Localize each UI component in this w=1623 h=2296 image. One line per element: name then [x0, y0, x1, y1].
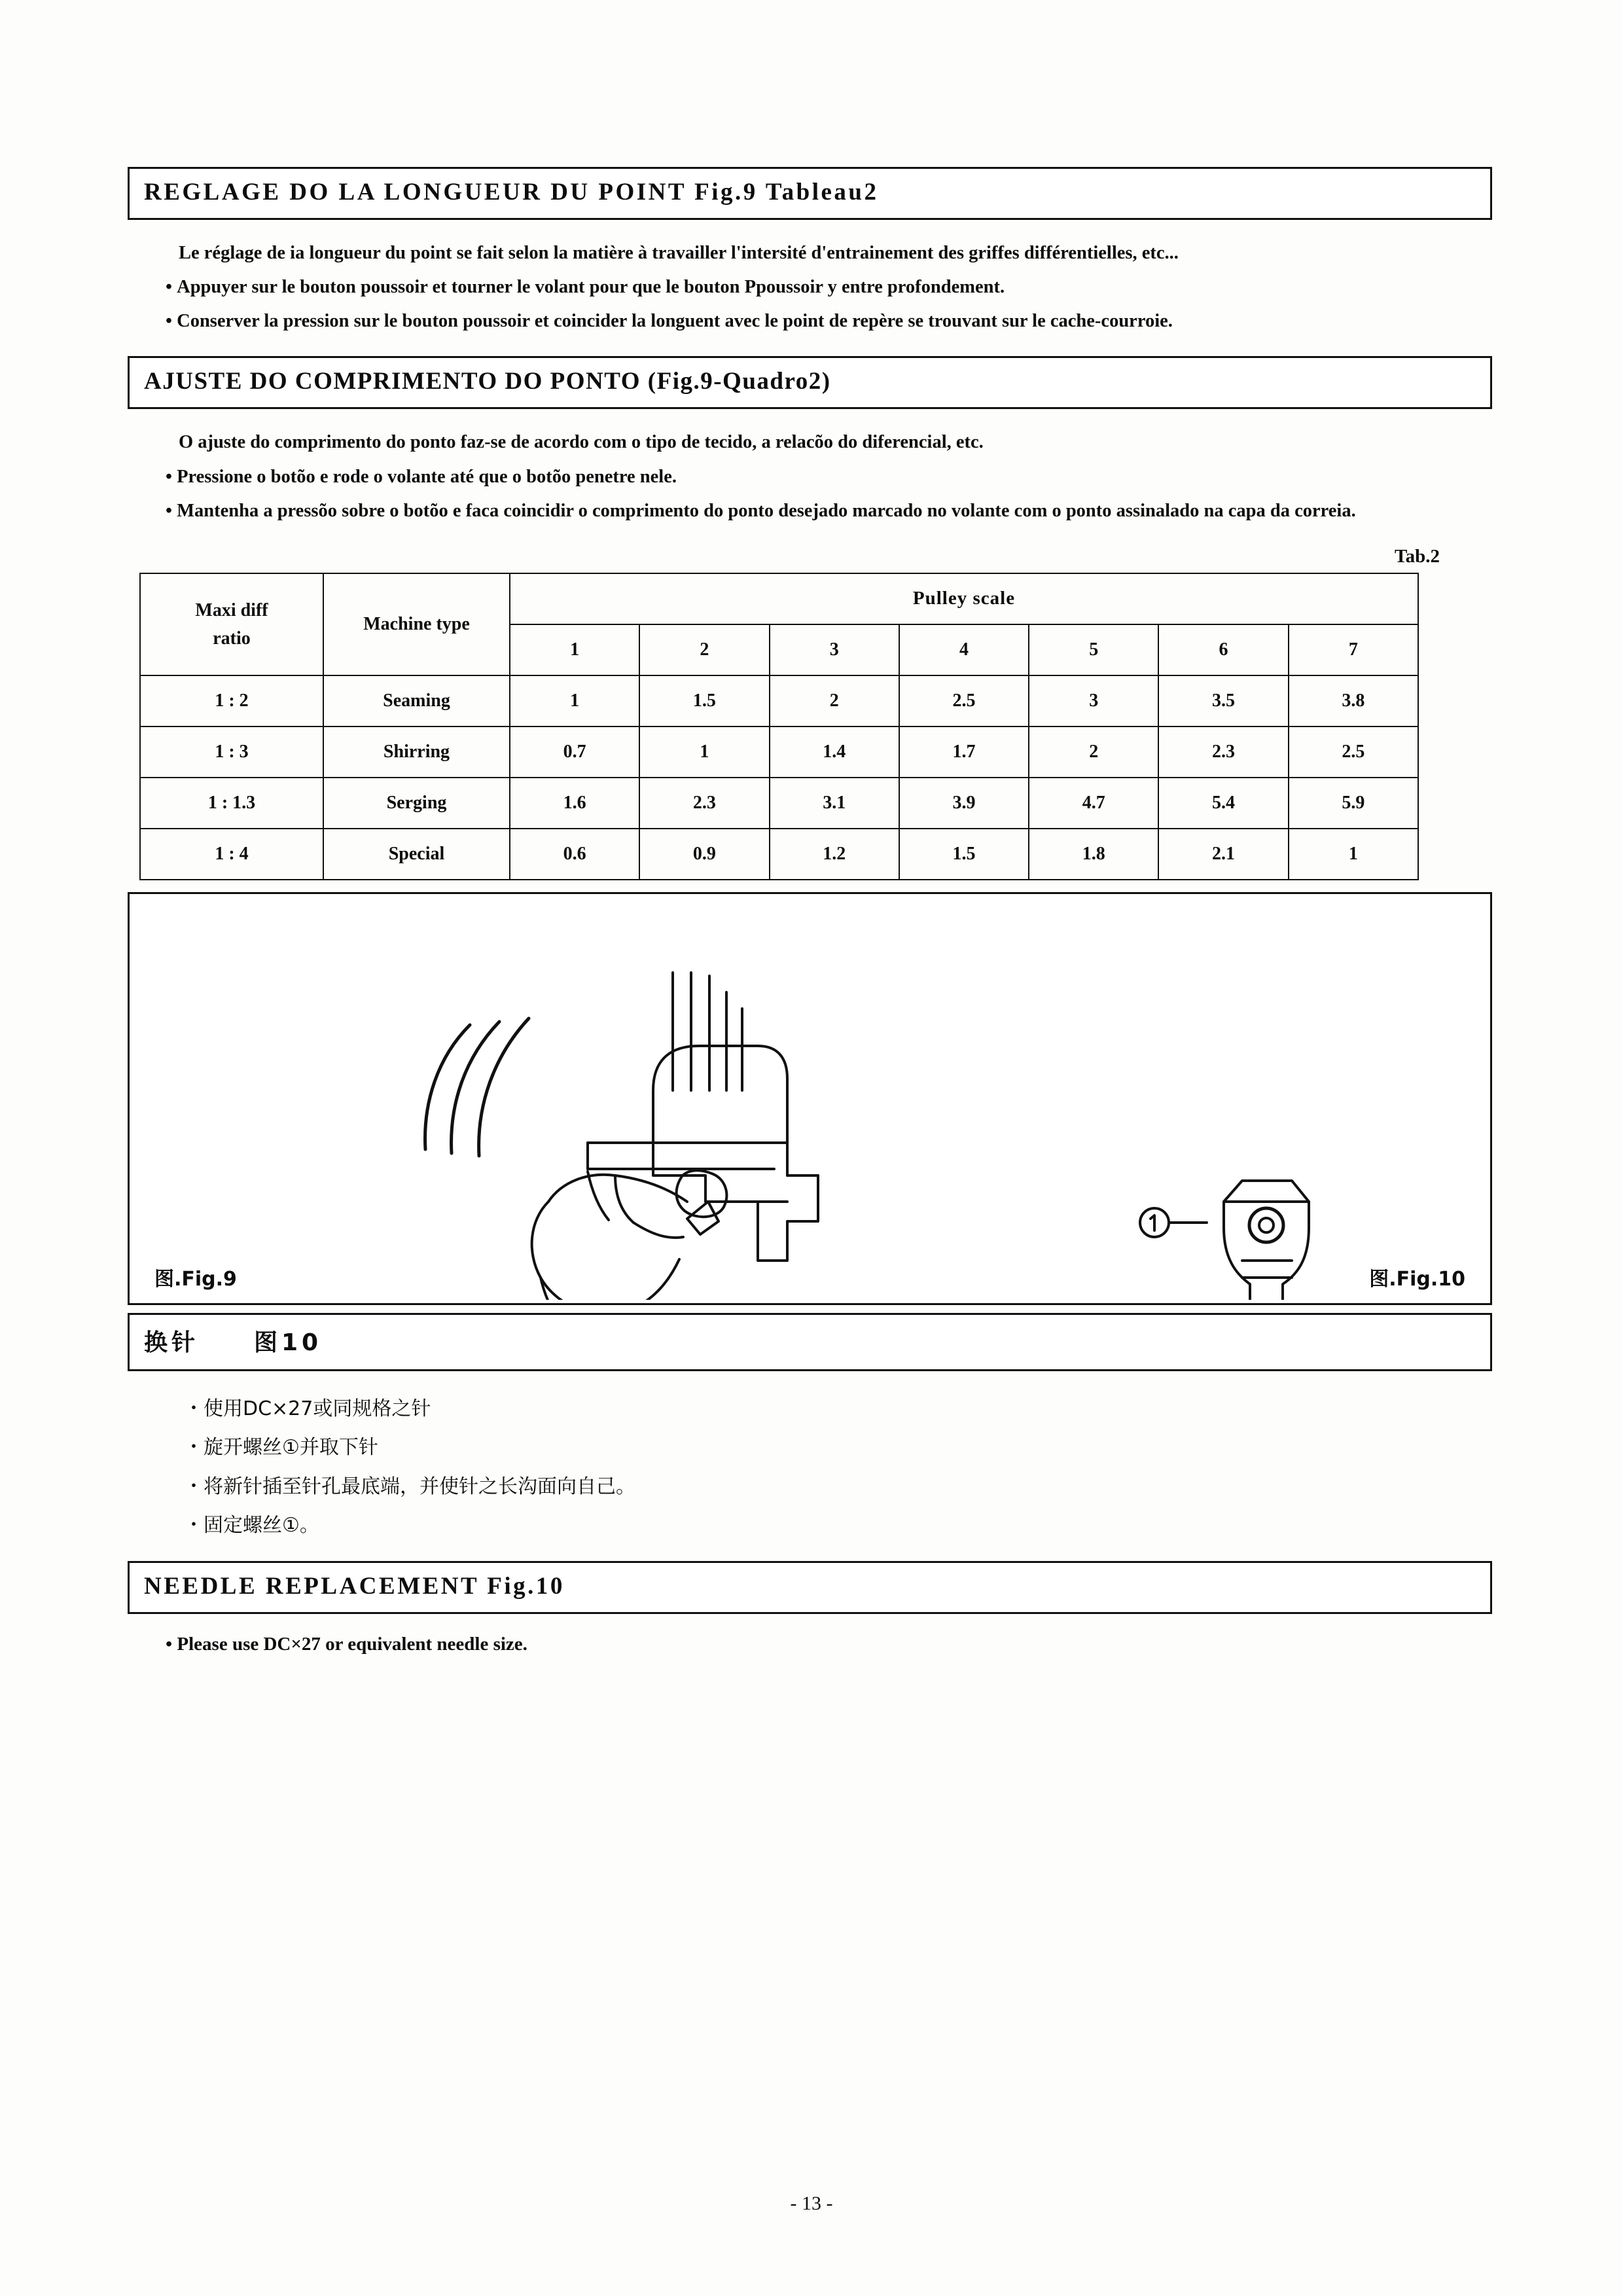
table-header-row-1 [140, 573, 1418, 624]
cell-value: 2 [770, 675, 899, 726]
table-header-maxi-diff-ratio [140, 573, 323, 675]
table-header-machine-type: Machine type [323, 573, 510, 675]
section-heading-chinese-needle-text: 换针 图10 [144, 1329, 323, 1356]
table-row [140, 829, 1418, 880]
table-header-scale-7: 7 [1289, 624, 1418, 675]
table-row [140, 778, 1418, 829]
french-body [128, 238, 1492, 336]
figure-panel [128, 892, 1492, 1305]
table-header-maxi-diff-line2: ratio [213, 628, 251, 649]
cell-value: 2.1 [1158, 829, 1288, 880]
french-bullet-1: • Appuyer sur le bouton poussoir et tourner le volant pour que le bouton Ppoussoir y entre profondement. [128, 272, 1492, 302]
section-heading-french-text: REGLAGE DO LA LONGUEUR DU POINT Fig.9 Tableau2 [144, 179, 879, 206]
cell-ratio: 1 : 2 [140, 675, 323, 726]
chinese-needle-body [128, 1391, 1492, 1544]
table-header-scale-6: 6 [1158, 624, 1288, 675]
table-header-scale-3: 3 [770, 624, 899, 675]
cell-value: 4.7 [1029, 778, 1158, 829]
cell-value: 2.5 [899, 675, 1029, 726]
section-heading-chinese-needle [128, 1313, 1492, 1371]
chinese-bullet-1: ・使用DC×27或同规格之针 [184, 1397, 431, 1420]
cell-value: 0.9 [639, 829, 769, 880]
chinese-bullet-3: ・将新针插至针孔最底端，并使针之长沟面向自己。 [184, 1475, 635, 1498]
cell-value: 1.8 [1029, 829, 1158, 880]
portuguese-bullet-1: • Pressione o botõo e rode o volante até que o botõo penetre nele. [128, 462, 1492, 492]
table-row [140, 726, 1418, 778]
cell-machine: Serging [323, 778, 510, 829]
figure-illustrations [130, 894, 1488, 1300]
cell-value: 1 [639, 726, 769, 778]
chinese-bullet-2: ・旋开螺丝①并取下针 [184, 1436, 378, 1460]
cell-ratio: 1 : 3 [140, 726, 323, 778]
cell-machine: Special [323, 829, 510, 880]
cell-value: 1.4 [770, 726, 899, 778]
cell-value: 2.5 [1289, 726, 1418, 778]
cell-value: 3.5 [1158, 675, 1288, 726]
table-header-scale-1: 1 [510, 624, 639, 675]
page-footer [0, 2193, 1623, 2215]
cell-value: 1.7 [899, 726, 1029, 778]
cell-value: 1 [1289, 829, 1418, 880]
cell-value: 3.9 [899, 778, 1029, 829]
cell-machine: Shirring [323, 726, 510, 778]
cell-value: 5.9 [1289, 778, 1418, 829]
cell-value: 2.3 [639, 778, 769, 829]
section-heading-portuguese-text: AJUSTE DO COMPRIMENTO DO PONTO (Fig.9-Quadro2) [144, 368, 831, 395]
table-header-scale-2: 2 [639, 624, 769, 675]
portuguese-lead-paragraph: O ajuste do comprimento do ponto faz-se de acordo com o tipo de tecido, a relacõo do diferencial, etc. [179, 432, 984, 453]
cell-value: 0.7 [510, 726, 639, 778]
cell-value: 2 [1029, 726, 1158, 778]
section-heading-french [128, 167, 1492, 220]
french-bullet-2: • Conserver la pression sur le bouton poussoir et coincider la longuent avec le point de repère se trouvant sur le cache-courroie. [128, 306, 1492, 336]
cell-ratio: 1 : 4 [140, 829, 323, 880]
figure-9-caption: 图.Fig.9 [154, 1267, 237, 1291]
cell-value: 0.6 [510, 829, 639, 880]
english-needle-bullet-1 [128, 1634, 1492, 1655]
cell-value: 1.2 [770, 829, 899, 880]
page-number: - 13 - [790, 2193, 833, 2214]
cell-value: 1.5 [899, 829, 1029, 880]
cell-ratio: 1 : 1.3 [140, 778, 323, 829]
french-lead-paragraph: Le réglage de ia longueur du point se fait selon la matière à travailler l'intersité d'entrainement des griffes différentielles, etc... [179, 243, 1179, 263]
cell-value: 3 [1029, 675, 1158, 726]
table-header-maxi-diff-line1: Maxi diff [195, 600, 268, 620]
cell-value: 1.6 [510, 778, 639, 829]
table-row [140, 675, 1418, 726]
bullet-dot: • [166, 1633, 177, 1655]
pulley-scale-table [139, 573, 1419, 880]
cell-value: 2.3 [1158, 726, 1288, 778]
portuguese-body [128, 427, 1492, 526]
section-heading-needle-replacement [128, 1561, 1492, 1614]
english-needle-bullet-text: Please use DC×27 or equivalent needle size. [177, 1633, 527, 1655]
cell-value: 5.4 [1158, 778, 1288, 829]
cell-value: 1 [510, 675, 639, 726]
cell-value: 3.8 [1289, 675, 1418, 726]
table-header-scale-4: 4 [899, 624, 1029, 675]
portuguese-bullet-2: • Mantenha a pressõo sobre o botõo e faca coincidir o comprimento do ponto desejado marcado no volante com o ponto assinalado na capa da correia. [128, 496, 1492, 526]
section-heading-portuguese [128, 356, 1492, 409]
cell-machine: Seaming [323, 675, 510, 726]
table-header-pulley-scale: Pulley scale [510, 573, 1418, 624]
cell-value: 3.1 [770, 778, 899, 829]
section-heading-needle-replacement-text: NEEDLE REPLACEMENT Fig.10 [144, 1572, 565, 1600]
english-needle-body [128, 1634, 1492, 1655]
cell-value: 1.5 [639, 675, 769, 726]
figure-10-caption: 图.Fig.10 [1369, 1267, 1465, 1291]
table-header-scale-5: 5 [1029, 624, 1158, 675]
table-caption: Tab.2 [1394, 545, 1440, 567]
chinese-bullet-4: ・固定螺丝①。 [184, 1514, 319, 1537]
page-content [128, 167, 1492, 1668]
